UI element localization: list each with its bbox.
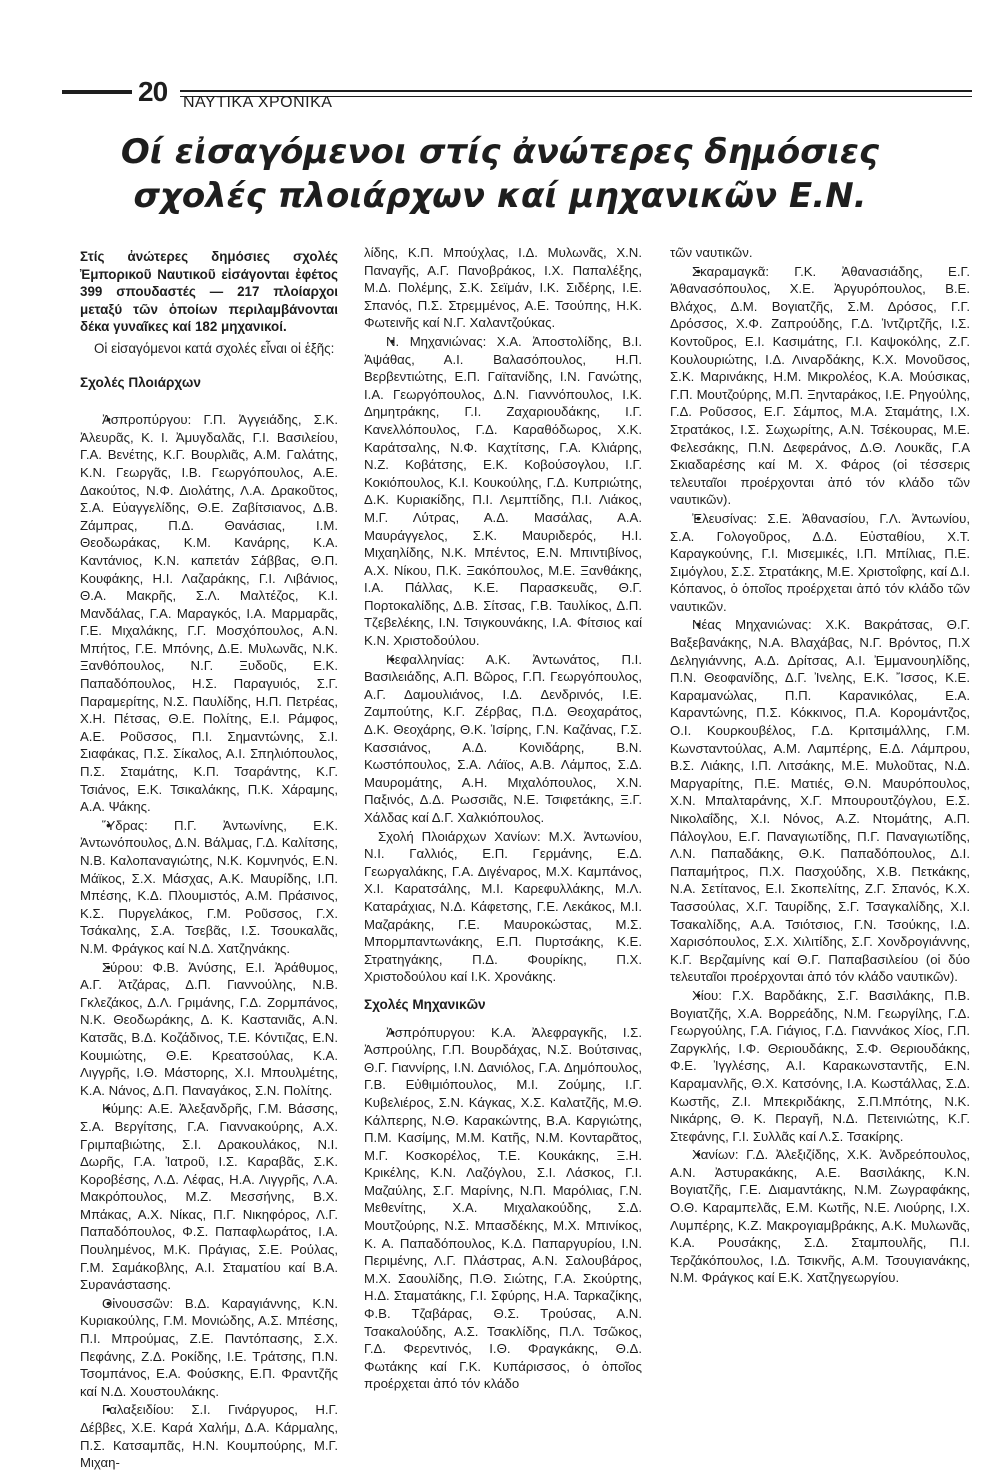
page-number: 20 <box>138 76 168 107</box>
header-rule-left <box>62 90 132 94</box>
column-2 <box>364 244 642 1394</box>
school-entry: • Ἐλευσίνας: Σ.Ε. Ἀθανασίου, Γ.Λ. Ἀντωνίου, Σ.Α. Γολογοῦρος, Δ.Δ. Εὐσταθίου, Χ.Τ. Καραγκούνης, Γ.Ι. Μισεμικές, Ι.Π. Μπίλιας, Π.Ε. Σιμόγλου, Σ.Σ. Στρατάκης, Μ.Ε. Χριστοΐφης, καί Δ.Ι. Κόπανος, ὁ ὁποῖος προέρχεται ἀπό τόν κλάδο τῶν ναυτικῶν. <box>670 510 970 616</box>
intro-lead: Στίς ἀνώτερες δημόσιες σχολές Ἐμπορικοῦ Ναυτικοῦ εἰσάγονται ἐφέτος 399 σπουδαστές — 217 πλοίαρχοι μεταξύ τῶν ὁποίων περιλαμβάνονται δέκα γυναῖκες καί 182 μηχανικοί. <box>80 249 338 335</box>
title-line-1: Οί εἰσαγόμενοι στίς ἀνώτερες δημόσιες <box>120 132 880 172</box>
school-entry: • Κύμης: Α.Ε. Ἀλεξανδρῆς, Γ.Μ. Βάσσης, Σ.Α. Βεργίτσης, Γ.Α. Γιαννακούρης, Α.Χ. Γριμπαβιώτης, Σ.Ι. Δρακουλάκος, Ν.Ι. Δωρῆς, Γ.Α. Ἰατροῦ, Ι.Σ. Καραβᾶς, Σ.Κ. Κοροβέσης, Λ.Δ. Λέφας, Η.Α. Λιγγρῆς, Λ.Α. Μακρόπουλος, Μ.Ζ. Μεσσήνης, Β.Χ. Μπάκας, Α.Χ. Νίκας, Π.Γ. Νικηφόρος, Λ.Γ. Παπαδόπουλος, Φ.Σ. Παπαφλωράτος, Ι.Α. Πουλημένος, Μ.Κ. Πράγιας, Σ.Ε. Ρούλας, Γ.Μ. Σαμάκοβλης, Α.Ι. Σταματίου καί Β.Α. Συρανάστασης. <box>80 1100 338 1294</box>
school-entry: • Σύρου: Φ.Β. Ἀνύσης, Ε.Ι. Ἀράθυμος, Α.Γ. Ἀτζάρας, Δ.Π. Γιαννούλης, Ν.Β. Γκλεζάκος, Δ.Λ. Γριμάνης, Γ.Δ. Ζορμπάνος, Ν.Κ. Θεοδωράκης, Δ. Κ. Καστανιᾶς, Α.Ν. Κατσᾶς, Β.Δ. Κοζάδινος, Τ.Ε. Κόντιζας, Ε.Ν. Κουμιώτης, Θ.Ε. Κρεατσούλας, Κ.Α. Λιγγρῆς, Ι.Θ. Μάστορης, Χ.Ι. Μπουλμέτης, Κ.Α. Νάνος, Δ.Π. Παναγάκος, Σ.Ν. Πολίτης. <box>80 959 338 1100</box>
page-header <box>0 70 1000 120</box>
school-entry: • Ὕδρας: Π.Γ. Ἀντωνίνης, Ε.Κ. Ἀντωνόπουλος, Δ.Ν. Βάλμας, Γ.Δ. Καλίτσης, Ν.Β. Καλοπαναγιώτης, Ν.Κ. Κομνηνός, Ε.Ν. Μάϊκος, Σ.Χ. Μάσχας, Α.Κ. Μαυρίδης, Ι.Π. Μπέσης, Κ.Δ. Πλουμιστός, Α.Μ. Πράσινος, Κ.Σ. Πυργελάκος, Γ.Μ. Ροῦσσος, Γ.Χ. Τσάκαλης, Σ.Α. Τσεβᾶς, Ι.Σ. Τσουκαλᾶς, Ν.Μ. Φράγκος καί Ν.Δ. Χατζηνάκης. <box>80 817 338 958</box>
section-heading-engineers: Σχολές Μηχανικῶν <box>364 996 486 1012</box>
school-entry: • Κεφαλληνίας: Α.Κ. Ἀντωνάτος, Π.Ι. Βασιλειάδης, Α.Π. Βῶρος, Γ.Π. Γεωργόπουλος, Α.Γ. Δαμουλιάνος, Ι.Δ. Δενδρινός, Ι.Ε. Ζαμπούτης, Κ.Γ. Ζέρβας, Π.Δ. Θεοχαράτος, Δ.Κ. Θεοχάρης, Θ.Κ. Ἰσίρης, Γ.Ν. Καζάνας, Γ.Σ. Κασσιάνος, Α.Δ. Κονιδάρης, Β.Ν. Κωστόπουλος, Σ.Α. Λάϊος, Α.Β. Λάμπος, Σ.Δ. Μαυρομάτης, Α.Η. Μιχαλόπουλος, Χ.Ν. Παξινός, Δ.Δ. Ρωσσιᾶς, Ν.Ε. Τσιφετάκης, Ξ.Γ. Χάλδας καί Δ.Γ. Χαλκιόπουλος. <box>364 651 642 827</box>
school-entry: • Σκαραμαγκᾶ: Γ.Κ. Ἀθανασιάδης, Ε.Γ. Ἀθανασόπουλος, Χ.Ε. Ἀργυρόπουλος, Β.Ε. Βλάχος, Δ.Μ. Βογιατζῆς, Σ.Μ. Δρόσος, Γ.Γ. Δρόσσος, Χ.Φ. Ζαπρούδης, Γ.Δ. Ἰντζιρτζῆς, Ι.Σ. Κοντοῦρος, Ε.Ι. Κασιμάτης, Γ.Ι. Καψοκόλης, Ζ.Γ. Κουλουριώτης, Ι.Δ. Λιναρδάκης, Κ.Χ. Μονοῦσος, Σ.Κ. Μαρινάκης, Η.Μ. Μικρολέος, Κ.Α. Μούσικας, Γ.Π. Μουτζούρης, Μ.Π. Ξηνταράκος, Ι.Ε. Ρηγούλης, Γ.Δ. Ροῦσσος, Ε.Γ. Σάμπος, Μ.Α. Σταμάτης, Ι.Χ. Στρατάκος, Ι.Σ. Σωχωρίτης, Α.Ν. Τσέκουρας, Μ.Ε. Φελεσάκης, Π.Ν. Δεφεράνος, Δ.Θ. Λουκᾶς, Γ.Α Σκιαδαρέσης καί Μ. Χ. Φάρος (οἱ τέσσερις τελευταῖοι προέρχονται ἀπό τόν κλάδο τῶν ναυτικῶν). <box>670 263 970 509</box>
school-entry: • Ἀσπροπύργου: Γ.Π. Ἀγγειάδης, Σ.Κ. Ἀλευρᾶς, Κ. Ι. Ἀμυγδαλᾶς, Γ.Ι. Βασιλείου, Γ.Α. Βενέτης, Κ.Γ. Βουρλιᾶς, Α.Μ. Γαλάτης, Κ.Ν. Γεωργᾶς, Ι.Β. Γεωργόπουλος, Α.Ε. Δακούτος, Ν.Φ. Διολάτης, Λ.Α. Δρακοῦτος, Σ.Α. Εὐαγγελίδης, Θ.Ε. Ζαβίτσιανος, Δ.Β. Ζάμπρας, Π.Δ. Θανάσιας, Ι.Μ. Θεοδωράκας, Κ.Μ. Κανάρης, Κ.Α. Καντάνιος, Κ.Ν. καπετάν Σάββας, Θ.Π. Κουφάκης, Η.Ι. Λαζαράκης, Γ.Ι. Λιβάνιος, Θ.Α. Μακρῆς, Σ.Λ. Μαλτέζος, Κ.Ι. Μανδάλας, Γ.Α. Μαραγκός, Ι.Α. Μαρμαρᾶς, Γ.Ε. Μιχαλάκης, Γ.Γ. Μοσχόπουλος, Α.Ν. Μπήτος, Γ.Ε. Μπόνης, Δ.Ε. Μυλωνᾶς, Ν.Κ. Ξανθόπουλος, Ν.Γ. Ξυδοῦς, Ε.Κ. Παπαδόπουλος, Η.Σ. Παραγυιός, Σ.Γ. Παραμερίτης, Ν.Σ. Παυλίδης, Η.Π. Πετρέας, Χ.Η. Πέτσας, Θ.Ε. Πολίτης, Ε.Ι. Ράμφος, Α.Ε. Ροῦσσος, Π.Ι. Σημαντώνης, Σ.Ι. Σιαφάκας, Π.Σ. Σίκαλος, Α.Ι. Σπηλιόπουλος, Π.Σ. Σταμάτης, Κ.Π. Τσαράντης, Κ.Γ. Τσιάνος, Ε.Κ. Τσικαλάκης, Π.Κ. Χάραμης, Α.Α. Ψάκης. <box>80 411 338 816</box>
school-entry: • Χίου: Γ.Χ. Βαρδάκης, Σ.Γ. Βασιλάκης, Π.Β. Βογιατζῆς, Χ.Α. Βορρεάδης, Ν.Μ. Γεωργίλης, Γ.Δ. Γεωργούλης, Γ.Α. Γιάγιος, Γ.Δ. Γιαννάκος Χίος, Γ.Π. Ζαργκλής, Ι.Φ. Θεριουδάκης, Σ.Φ. Θεριουδάκης, Φ.Ε. Ἰγγλέσης, Α.Ι. Καρακωνσταντῆς, Ε.Ν. Καραμανλῆς, Θ.Χ. Κατσόνης, Ι.Α. Κωστάλλας, Σ.Δ. Κωστῆς, Ζ.Ι. Μπεκριδάκης, Σ.Π.Μπότης, Ν.Κ. Νικάρης, Θ. Κ. Περαγῆ, Ν.Δ. Πετεινιώτης, Κ.Γ. Στεφάνης, Γ.Ι. Συλλᾶς καί Λ.Σ. Τσακίρης. <box>670 987 970 1145</box>
school-entry: • Ἀσπρόπυργου: Κ.Α. Ἀλεφραγκῆς, Ι.Σ. Ἀσπρούλης, Γ.Π. Βουρδάχας, Ν.Σ. Βούτσινας, Θ.Γ. Γιαννίρης, Ι.Ν. Δανιόλος, Γ.Α. Δημόπουλος, Γ.Β. Εὐθιμιόπουλος, Μ.Ι. Ζούμης, Ι.Γ. Κυβελιέρος, Σ.Ν. Κάγκας, Χ.Σ. Καλατζῆς, Μ.Θ. Κάλπερης, Ν.Θ. Καρακώντης, Β.Α. Καργιώτης, Π.Μ. Κασίμης, Μ.Μ. Κατῆς, Ν.Μ. Κονταρᾶτος, Μ.Γ. Κοσκορέλος, Τ.Ε. Κουκάκης, Ξ.Η. Κρικέλης, Κ.Ν. Λαζόγλου, Σ.Ι. Λάσκος, Γ.Ι. Μαζαύλης, Σ.Γ. Μαρίνης, Ν.Π. Μαρόλιας, Γ.Ν. Μεθενίτης, Χ.Α. Μιχαλακούδης, Σ.Δ. Μουτζούρης, Ν.Σ. Μπασδέκης, Μ.Χ. Μπινίκος, Κ. Α. Παπαδόπουλος, Κ.Δ. Παπαργυρίου, Ι.Ν. Περιμένης, Λ.Γ. Πλάστρας, Α.Ν. Σαλουβάρος, Μ.Χ. Σαουλίδης, Π.Θ. Σιώτης, Γ.Α. Σκούρτης, Η.Δ. Σταματάκης, Γ.Ι. Σφύρης, Η.Α. Ταρκαζίκης, Φ.Β. Τζαβάρας, Θ.Σ. Τρούσας, Α.Ν. Τσακαλούδης, Α.Σ. Τσακλίδης, Π.Λ. Τσῶκος, Γ.Δ. Φερεντινός, Ι.Θ. Φραγκάκης, Θ.Δ. Φωτάκης καί Γ.Κ. Κυπάρισσος, ὁ ὁποῖος προέρχεται ἀπό τόν κλάδο <box>364 1024 642 1393</box>
school-entry: Σχολή Πλοιάρχων Χανίων: Μ.Χ. Ἀντωνίου, Ν.Ι. Γαλλιός, Ε.Π. Γερμάνης, Ε.Δ. Γεωργαλάκης, Γ.Α. Διγέναρος, Μ.Χ. Καμπάνος, Χ.Ι. Καρατσάλης, Μ.Ι. Καρεφυλλάκης, Μ.Λ. Καταράχιας, Ν.Δ. Κάφετσης, Γ.Ε. Λεκάκος, Μ.Ι. Μαζαράκης, Γ.Ε. Μαυροκώστας, Μ.Σ. Μπορμπαντωνάκης, Ε.Π. Πυρτσάκης, Κ.Ε. Στρατηγάκης, Π.Δ. Φουρίκης, Π.Χ. Χριστοδούλου καί Ι.Κ. Χρονάκης. <box>364 828 642 985</box>
school-entry: • Ν. Μηχανιώνας: Χ.Α. Ἀποστολίδης, Β.Ι. Ἀψάθας, Α.Ι. Βαλασόπουλος, Η.Π. Βερβεντιώτης, Ε.Π. Γαϊτανίδης, Ι.Ν. Γανώτης, Ι.Α. Γεωργόπουλος, Δ.Ν. Γιαννόπουλος, Ι.Κ. Δημητράκης, Γ.Ι. Ζαχαριουδάκης, Ι.Γ. Κανελλόπουλος, Γ.Δ. Καραθόδωρος, Χ.Κ. Καράτσαλης, Ν.Φ. Καχτίτσης, Γ.Α. Κλιάρης, Ν.Ζ. Κοβάτσης, Ε.Κ. Κοβούσογλου, Ι.Γ. Κοκιόπουλος, Κ.Ι. Κουκούλης, Γ.Δ. Κυπριώτης, Δ.Κ. Κυριακίδης, Π.Ι. Λεμπτίδης, Π.Ι. Λιάκος, Μ.Γ. Λύτρας, Α.Δ. Μασάλας, Α.Α. Μαυράγγελος, Σ.Κ. Μαυριδερός, Η.Ι. Μιχαηλίδης, Ν.Κ. Μπέντος, Ε.Ν. Μπιντιβίνος, Α.Χ. Νίκου, Π.Κ. Ξακόπουλος, Μ.Ε. Ξανθάκης, Ι.Α. Πάλλας, Κ.Ε. Παρασκευᾶς, Θ.Γ. Πορτοκαλίδης, Δ.Β. Σίτσας, Γ.Β. Ταυλίκος, Δ.Π. Τζεβελέκης, Ι.Ν. Τσιγκουνάκης, Ι.Α. Φίτσιος καί Κ.Ν. Χριστοδούλου. <box>364 333 642 650</box>
intro-sub: Οἱ εἰσαγόμενοι κατά σχολές εἶναι οἱ ἑξῆς: <box>94 340 335 356</box>
school-entry: • Οἰνουσσῶν: Β.Δ. Καραγιάννης, Κ.Ν. Κυριακούλης, Γ.Μ. Μονιώδης, Α.Σ. Μπέσης, Π.Ι. Μπρούμας, Ζ.Ε. Παντόπασης, Σ.Χ. Πεφάνης, Ζ.Δ. Ροκίδης, Ι.Ε. Τράτσης, Π.Ν. Τσομπάνος, Ε.Α. Φούσκης, Ε.Π. Φραντζῆς καί Ν.Δ. Χουστουλάκης. <box>80 1295 338 1401</box>
school-entry: • Χανίων: Γ.Δ. Ἀλεξιζίδης, Χ.Κ. Ἀνδρεόπουλος, Α.Ν. Ἀστυρακάκης, Α.Ε. Βασιλάκης, Κ.Ν. Βογιατζῆς, Γ.Ε. Διαμαντάκης, Ν.Μ. Ζωγραφάκης, Ο.Θ. Καραμπελᾶς, Ε.Μ. Κωτῆς, Ν.Ε. Λιούρης, Ι.Χ. Λυμπέρης, Κ.Ζ. Μακρογιαμβράκης, Α.Κ. Μυλωνᾶς, Κ.Α. Ρουσάκης, Σ.Δ. Σταμπουλῆς, Π.Ι. Τερζάκόπουλος, Ι.Δ. Τσικνῆς, Α.Μ. Τσουγιανάκης, Ν.Μ. Φράγκος καί Ε.Κ. Χατζηγεωργίου. <box>670 1146 970 1287</box>
column-1 <box>80 248 338 1473</box>
school-entry-continued: τῶν ναυτικῶν. <box>670 245 753 260</box>
title-line-2: σχολές πλοιάρχων καί μηχανικῶν Ε.Ν. <box>133 176 867 216</box>
column-3 <box>670 244 970 1288</box>
school-entry-continued: λίδης, Κ.Π. Μπούχλας, Ι.Δ. Μυλωνᾶς, Χ.Ν. Παναγῆς, Α.Γ. Πανοβράκος, Ι.Χ. Παπαλέξης, Μ.Δ. Πολέμης, Σ.Κ. Σεϊμάν, Ι.Κ. Σιδέρης, Ι.Ε. Σπανός, Π.Σ. Στρεμμένος, Α.Ε. Τσούπης, Η.Κ. Φωτεινῆς καί Ν.Γ. Χαλαντζούκας. <box>364 245 642 331</box>
article-title <box>90 130 910 218</box>
header-rule <box>180 90 972 92</box>
school-entry: • Νέας Μηχανιώνας: Χ.Κ. Βακράτσας, Θ.Γ. Βαξεβανάκης, Ν.Α. Βλαχάβας, Ν.Γ. Βρόντος, Π.Χ Δεληγιάννης, Α.Δ. Δρίτσας, Α.Ι. Ἐμμανουηλίδης, Π.Ν. Θεοφανίδης, Δ.Γ. Ἰνελης, Ε.Κ. Ἴσσος, Κ.Ε. Καραμανώλας, Π.Π. Καρανικόλας, Ε.Α. Καραντώνης, Π.Σ. Κόκκινος, Π.Α. Κορομάντζος, Ο.Ι. Κουρκουβέλος, Γ.Δ. Κριτσιμάλλης, Γ.Μ. Κωνσταντούλας, Α.Μ. Λαμπέρης, Ε.Δ. Λάμπρου, Β.Σ. Λιάκης, Ι.Π. Λιτσάκης, Μ.Ε. Μυλοῦτας, Ν.Δ. Μαργαρίτης, Π.Ε. Ματιές, Θ.Ν. Μαυρόπουλος, Χ.Ν. Μπαλταράνης, Χ.Γ. Μπουρουτζόγλου, Ε.Σ. Νικολαΐδης, Χ.Ι. Νόνος, Α.Ζ. Ντομάτης, Α.Π. Πάλογλου, Ε.Γ. Παναγιωτίδης, Π.Γ. Παναγιωτίδης, Λ.Ν. Παπαδάκης, Θ.Κ. Παπαδόπουλος, Δ.Ι. Παπαμήτρος, Π.Χ. Πασχούδης, Χ.Β. Πετκάκης, Ν.Α. Σετίτανος, Ε.Ι. Σκοπελίτης, Ζ.Γ. Σπανός, Κ.Χ. Τασσούλας, Χ.Γ. Ταυρίδης, Σ.Γ. Τσαγκαλίδης, Χ.Ι. Τσακαλίδης, Α.Α. Τσιότσιος, Γ.Ν. Τσούκης, Ι.Δ. Χαρισόπουλος, Σ.Χ. Χιλιτίδης, Σ.Γ. Χονδρογιάννης, Κ.Γ. Βερζαμίνης καί Θ.Γ. Παπαβασιλείου (οἱ δύο τελευταῖοι προέρχονται ἀπό τόν κλάδο ναυτικῶν). <box>670 616 970 985</box>
section-heading-captains: Σχολές Πλοιάρχων <box>80 374 201 390</box>
school-entry: • Γαλαξειδίου: Σ.Ι. Γινάργυρος, Η.Γ. Δέββες, Χ.Ε. Καρά Χαλήμ, Δ.Α. Κάρμαλης, Π.Σ. Κατσαμπᾶς, Η.Ν. Κουμπούρης, Μ.Γ. Μιχαη- <box>80 1401 338 1471</box>
publication-name: ΝΑΥΤΙΚΑ ΧΡΟΝΙΚΑ <box>183 94 333 111</box>
